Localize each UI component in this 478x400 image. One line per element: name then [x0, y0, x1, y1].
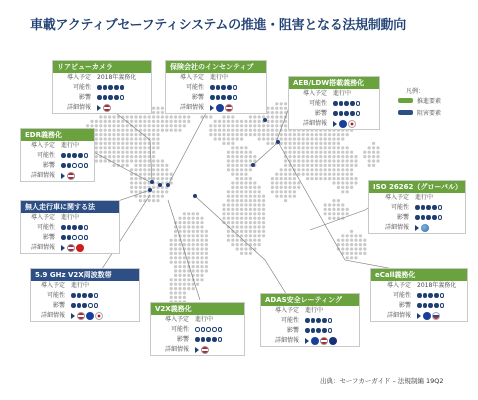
row-label-details: 詳細情報: [274, 337, 299, 344]
row-label-details: 詳細情報: [30, 244, 55, 251]
rating-dot-filled: [415, 215, 420, 220]
row-value-impact: [71, 301, 99, 311]
rating-dot-empty: [84, 225, 89, 230]
row-label-possibility: 可能性: [390, 204, 409, 211]
rating-dot-filled: [88, 293, 93, 298]
rating-dot-filled: [201, 337, 206, 342]
rating-dot-filled: [120, 85, 125, 90]
rating-dot-filled: [426, 215, 431, 220]
row-possibility: [289, 99, 379, 109]
rating-dot-empty: [438, 205, 443, 210]
rating-dot-empty: [356, 111, 361, 116]
rating-dot-empty: [328, 328, 333, 333]
rating-dot-filled: [210, 85, 215, 90]
rating-dot-filled: [103, 85, 108, 90]
card-rear-view-camera: [52, 60, 152, 114]
rating-dot-filled: [221, 85, 226, 90]
source-note: 出典：セーフカーガイド – 法規制編 19Q2: [320, 377, 444, 385]
row-value-intro: 進行中: [415, 194, 434, 201]
rating-dot-filled: [421, 205, 426, 210]
details-arrow-icon[interactable]: [415, 225, 419, 231]
rating-dot-empty: [94, 293, 99, 298]
row-label-intro: 導入予定: [30, 214, 55, 221]
rating-dot-filled: [114, 95, 119, 100]
rating-dot-empty: [72, 163, 77, 168]
row-intro: [151, 315, 244, 325]
row-label-impact: 影響: [314, 110, 327, 117]
row-value-impact: [195, 335, 223, 345]
rating-dot-filled: [417, 293, 422, 298]
row-label-details: 詳細情報: [40, 312, 65, 319]
row-details: [31, 311, 139, 321]
details-arrow-icon[interactable]: [97, 105, 101, 111]
row-details: [151, 345, 244, 355]
row-value-details: [71, 311, 104, 321]
card-title: 5.9 GHz V2X周波数帯: [31, 269, 139, 281]
rating-dot-filled: [227, 85, 232, 90]
card-title: V2X義務化: [151, 303, 244, 315]
rating-dot-filled: [61, 235, 66, 240]
rating-dot-filled: [61, 163, 66, 168]
rating-dot-filled: [311, 318, 316, 323]
legend-title: 凡例：: [406, 88, 425, 95]
rating-dot-filled: [333, 111, 338, 116]
rating-dot-filled: [316, 328, 321, 333]
row-value-possibility: [97, 83, 125, 93]
rating-dot-filled: [434, 303, 439, 308]
row-details: [371, 311, 467, 321]
row-impact: [31, 301, 139, 311]
row-value-possibility: [61, 223, 89, 233]
details-arrow-icon[interactable]: [61, 245, 65, 251]
rating-dot-empty: [84, 235, 89, 240]
row-label-possibility: 可能性: [72, 84, 91, 91]
row-impact: [151, 335, 244, 345]
flag-eu-icon: [311, 337, 319, 345]
row-label-possibility: 可能性: [46, 292, 65, 299]
legend-swatch-inhibit: [398, 110, 413, 115]
rating-dot-filled: [339, 101, 344, 106]
rating-dot-empty: [212, 327, 217, 332]
rating-dot-filled: [61, 225, 66, 230]
rating-dot-filled: [78, 153, 83, 158]
rating-dot-filled: [428, 303, 433, 308]
rating-dot-filled: [350, 111, 355, 116]
rating-dot-filled: [108, 85, 113, 90]
card-aeb-ldw: [288, 76, 380, 130]
row-possibility: [369, 203, 465, 213]
row-impact: [166, 93, 266, 103]
card-title: eCall義務化: [371, 269, 467, 281]
row-value-intro: 進行中: [61, 214, 80, 221]
row-label-impact: 影響: [286, 327, 299, 334]
row-value-intro: 進行中: [71, 282, 90, 289]
row-value-impact: [97, 93, 125, 103]
row-label-possibility: 可能性: [36, 152, 55, 159]
row-label-details: 詳細情報: [179, 104, 204, 111]
rating-dot-filled: [434, 293, 439, 298]
row-value-impact: [305, 326, 333, 336]
row-value-intro: 2018年義務化: [97, 74, 137, 81]
row-label-possibility: 可能性: [280, 317, 299, 324]
rating-dot-filled: [206, 337, 211, 342]
row-label-details: 詳細情報: [164, 346, 189, 353]
rating-dot-filled: [216, 95, 221, 100]
rating-dot-filled: [221, 95, 226, 100]
rating-dot-empty: [88, 303, 93, 308]
row-label-impact: 影響: [396, 214, 409, 221]
card-insurance-incentive: [165, 60, 267, 114]
rating-dot-filled: [423, 303, 428, 308]
row-details: [21, 171, 94, 181]
flag-us-icon: [77, 312, 85, 320]
flag-intl-icon: [421, 224, 429, 232]
row-intro: [369, 193, 465, 203]
map-marker-1: [150, 180, 154, 184]
rating-dot-filled: [428, 293, 433, 298]
row-label-impact: 影響: [191, 94, 204, 101]
map-marker-7: [276, 140, 280, 144]
row-value-details: [210, 103, 234, 113]
rating-dot-filled: [432, 205, 437, 210]
rating-dot-empty: [218, 327, 223, 332]
details-arrow-icon[interactable]: [417, 313, 421, 319]
row-value-details: [415, 223, 430, 233]
rating-dot-filled: [195, 337, 200, 342]
row-value-impact: [210, 93, 238, 103]
row-details: [289, 119, 379, 129]
row-label-details: 詳細情報: [66, 104, 91, 111]
rating-dot-empty: [120, 95, 125, 100]
rating-dot-empty: [440, 303, 445, 308]
flag-us-icon: [320, 337, 328, 345]
details-arrow-icon[interactable]: [210, 105, 214, 111]
legend-label-promote: 推進要素: [417, 98, 442, 105]
flag-eu-icon: [423, 312, 431, 320]
row-intro: [289, 89, 379, 99]
card-title: リアビューカメラ: [53, 61, 151, 73]
row-value-possibility: [415, 203, 443, 213]
flag-us-icon: [225, 104, 233, 112]
row-intro: [21, 213, 119, 223]
rating-dot-filled: [210, 95, 215, 100]
rating-dot-filled: [61, 153, 66, 158]
row-value-possibility: [195, 325, 223, 335]
row-value-impact: [61, 233, 89, 243]
row-value-details: [61, 171, 76, 181]
card-adas-rating: [260, 293, 360, 347]
rating-dot-empty: [440, 293, 445, 298]
row-impact: [53, 93, 151, 103]
row-label-intro: 導入予定: [302, 90, 327, 97]
row-label-intro: 導入予定: [164, 316, 189, 323]
flag-eu-icon: [86, 312, 94, 320]
rating-dot-filled: [67, 235, 72, 240]
flag-us-icon: [201, 346, 209, 354]
card-v2x-band: [30, 268, 140, 322]
row-label-intro: 導入予定: [40, 282, 65, 289]
row-label-impact: 影響: [52, 302, 65, 309]
row-possibility: [21, 223, 119, 233]
legend-swatch-promote: [398, 98, 413, 103]
row-label-intro: 導入予定: [384, 194, 409, 201]
rating-dot-filled: [82, 303, 87, 308]
rating-dot-filled: [344, 101, 349, 106]
row-label-possibility: 可能性: [392, 292, 411, 299]
row-value-impact: [333, 109, 361, 119]
row-impact: [369, 213, 465, 223]
rating-dot-filled: [97, 85, 102, 90]
rating-dot-filled: [67, 153, 72, 158]
rating-dot-filled: [216, 85, 221, 90]
rating-dot-empty: [328, 318, 333, 323]
row-label-intro: 導入予定: [30, 142, 55, 149]
map-marker-3: [166, 183, 170, 187]
row-impact: [289, 109, 379, 119]
row-intro: [21, 141, 94, 151]
rating-dot-filled: [415, 205, 420, 210]
row-value-details: [305, 336, 338, 346]
row-intro: [371, 281, 467, 291]
rating-dot-filled: [426, 205, 431, 210]
row-intro: [166, 73, 266, 83]
rating-dot-filled: [108, 95, 113, 100]
row-possibility: [21, 151, 94, 161]
row-intro: [53, 73, 151, 83]
map-marker-8: [263, 118, 267, 122]
rating-dot-empty: [356, 101, 361, 106]
row-impact: [21, 233, 119, 243]
rating-dot-filled: [97, 95, 102, 100]
card-title: 無人走行車に関する法: [21, 201, 119, 213]
rating-dot-empty: [84, 163, 89, 168]
row-possibility: [53, 83, 151, 93]
row-value-intro: 2018年義務化: [417, 282, 457, 289]
row-details: [53, 103, 151, 113]
map-marker-5: [193, 194, 197, 198]
legend-label-inhibit: 阻害要素: [417, 110, 442, 117]
row-details: [166, 103, 266, 113]
rating-dot-empty: [72, 235, 77, 240]
rating-dot-filled: [71, 303, 76, 308]
row-impact: [21, 161, 94, 171]
rating-dot-filled: [77, 303, 82, 308]
row-value-possibility: [210, 83, 238, 93]
rating-dot-empty: [201, 327, 206, 332]
row-value-details: [195, 345, 210, 355]
rating-dot-filled: [227, 95, 232, 100]
rating-dot-filled: [78, 225, 83, 230]
row-possibility: [151, 325, 244, 335]
page-title: 車載アクティブセーフティシステムの推進・阻害となる法規制動向: [30, 18, 406, 33]
map-marker-4: [148, 188, 152, 192]
rating-dot-filled: [67, 225, 72, 230]
map-marker-6: [251, 163, 255, 167]
rating-dot-filled: [305, 328, 310, 333]
rating-dot-filled: [305, 318, 310, 323]
rating-dot-filled: [67, 163, 72, 168]
rating-dot-filled: [423, 293, 428, 298]
row-impact: [261, 326, 359, 336]
row-possibility: [166, 83, 266, 93]
row-label-impact: 影響: [42, 234, 55, 241]
rating-dot-filled: [212, 337, 217, 342]
details-arrow-icon[interactable]: [333, 121, 337, 127]
rating-dot-filled: [322, 318, 327, 323]
card-edr: [20, 128, 95, 182]
row-label-details: 詳細情報: [386, 312, 411, 319]
row-label-details: 詳細情報: [302, 120, 327, 127]
flag-us-icon: [103, 104, 111, 112]
row-intro: [31, 281, 139, 291]
details-arrow-icon[interactable]: [71, 313, 75, 319]
card-iso26262: [368, 180, 466, 234]
row-label-impact: 影響: [398, 302, 411, 309]
row-value-intro: 進行中: [195, 316, 214, 323]
card-autonomous-law: [20, 200, 120, 254]
row-label-possibility: 可能性: [170, 326, 189, 333]
row-details: [369, 223, 465, 233]
row-label-intro: 導入予定: [66, 74, 91, 81]
map-marker-2: [158, 183, 162, 187]
details-arrow-icon[interactable]: [305, 338, 309, 344]
row-label-intro: 導入予定: [274, 307, 299, 314]
card-title: 保険会社のインセンティブ: [166, 61, 266, 73]
row-label-possibility: 可能性: [36, 224, 55, 231]
row-value-intro: 進行中: [333, 90, 352, 97]
row-label-details: 詳細情報: [30, 172, 55, 179]
row-label-intro: 導入予定: [179, 74, 204, 81]
card-title: ADAS安全レーティング: [261, 294, 359, 306]
rating-dot-filled: [72, 153, 77, 158]
flag-ru-icon: [432, 312, 440, 320]
rating-dot-filled: [339, 111, 344, 116]
card-title: AEB/LDW搭載義務化: [289, 77, 379, 89]
rating-dot-filled: [344, 111, 349, 116]
rating-dot-empty: [233, 95, 238, 100]
row-value-intro: 進行中: [210, 74, 229, 81]
card-ecall: [370, 268, 468, 322]
rating-dot-filled: [333, 101, 338, 106]
row-impact: [371, 301, 467, 311]
row-value-impact: [417, 301, 445, 311]
row-label-impact: 影響: [176, 336, 189, 343]
row-intro: [261, 306, 359, 316]
rating-dot-empty: [78, 235, 83, 240]
row-value-details: [333, 119, 357, 129]
rating-dot-empty: [78, 163, 83, 168]
row-value-intro: 進行中: [61, 142, 80, 149]
row-possibility: [31, 291, 139, 301]
row-value-details: [417, 311, 441, 321]
flag-jp-icon: [95, 312, 103, 320]
card-v2x-mandate: [150, 302, 245, 356]
rating-dot-filled: [77, 293, 82, 298]
rating-dot-filled: [350, 101, 355, 106]
flag-us-icon: [67, 244, 75, 252]
row-label-possibility: 可能性: [185, 84, 204, 91]
row-label-impact: 影響: [42, 162, 55, 169]
rating-dot-empty: [206, 327, 211, 332]
rating-dot-empty: [94, 303, 99, 308]
card-title: EDR義務化: [21, 129, 94, 141]
rating-dot-empty: [195, 327, 200, 332]
row-value-details: [61, 243, 85, 253]
rating-dot-filled: [432, 215, 437, 220]
rating-dot-filled: [114, 85, 119, 90]
rating-dot-filled: [311, 328, 316, 333]
rating-dot-filled: [82, 293, 87, 298]
row-value-possibility: [333, 99, 361, 109]
flag-jp-icon: [348, 120, 356, 128]
rating-dot-empty: [438, 215, 443, 220]
row-label-possibility: 可能性: [308, 100, 327, 107]
row-value-impact: [61, 161, 89, 171]
row-value-possibility: [417, 291, 445, 301]
flag-eu-icon: [216, 104, 224, 112]
flag-au-icon: [329, 337, 337, 345]
rating-dot-filled: [417, 303, 422, 308]
rating-dot-empty: [218, 337, 223, 342]
details-arrow-icon[interactable]: [61, 173, 65, 179]
row-label-impact: 影響: [78, 94, 91, 101]
rating-dot-empty: [84, 153, 89, 158]
rating-dot-filled: [103, 95, 108, 100]
row-possibility: [371, 291, 467, 301]
details-arrow-icon[interactable]: [195, 347, 199, 353]
flag-cn-icon: [76, 244, 84, 252]
row-value-details: [97, 103, 112, 113]
row-possibility: [261, 316, 359, 326]
card-title: ISO 26262（グローバル）: [369, 181, 465, 193]
flag-us-icon: [67, 172, 75, 180]
row-label-details: 詳細情報: [384, 224, 409, 231]
rating-dot-filled: [72, 225, 77, 230]
row-value-intro: 進行中: [305, 307, 324, 314]
row-label-intro: 導入予定: [386, 282, 411, 289]
row-value-possibility: [305, 316, 333, 326]
rating-dot-filled: [322, 328, 327, 333]
rating-dot-empty: [233, 85, 238, 90]
row-value-possibility: [61, 151, 89, 161]
row-details: [261, 336, 359, 346]
row-details: [21, 243, 119, 253]
rating-dot-filled: [421, 215, 426, 220]
rating-dot-filled: [71, 293, 76, 298]
row-value-impact: [415, 213, 443, 223]
row-value-possibility: [71, 291, 99, 301]
flag-eu-icon: [339, 120, 347, 128]
rating-dot-filled: [316, 318, 321, 323]
